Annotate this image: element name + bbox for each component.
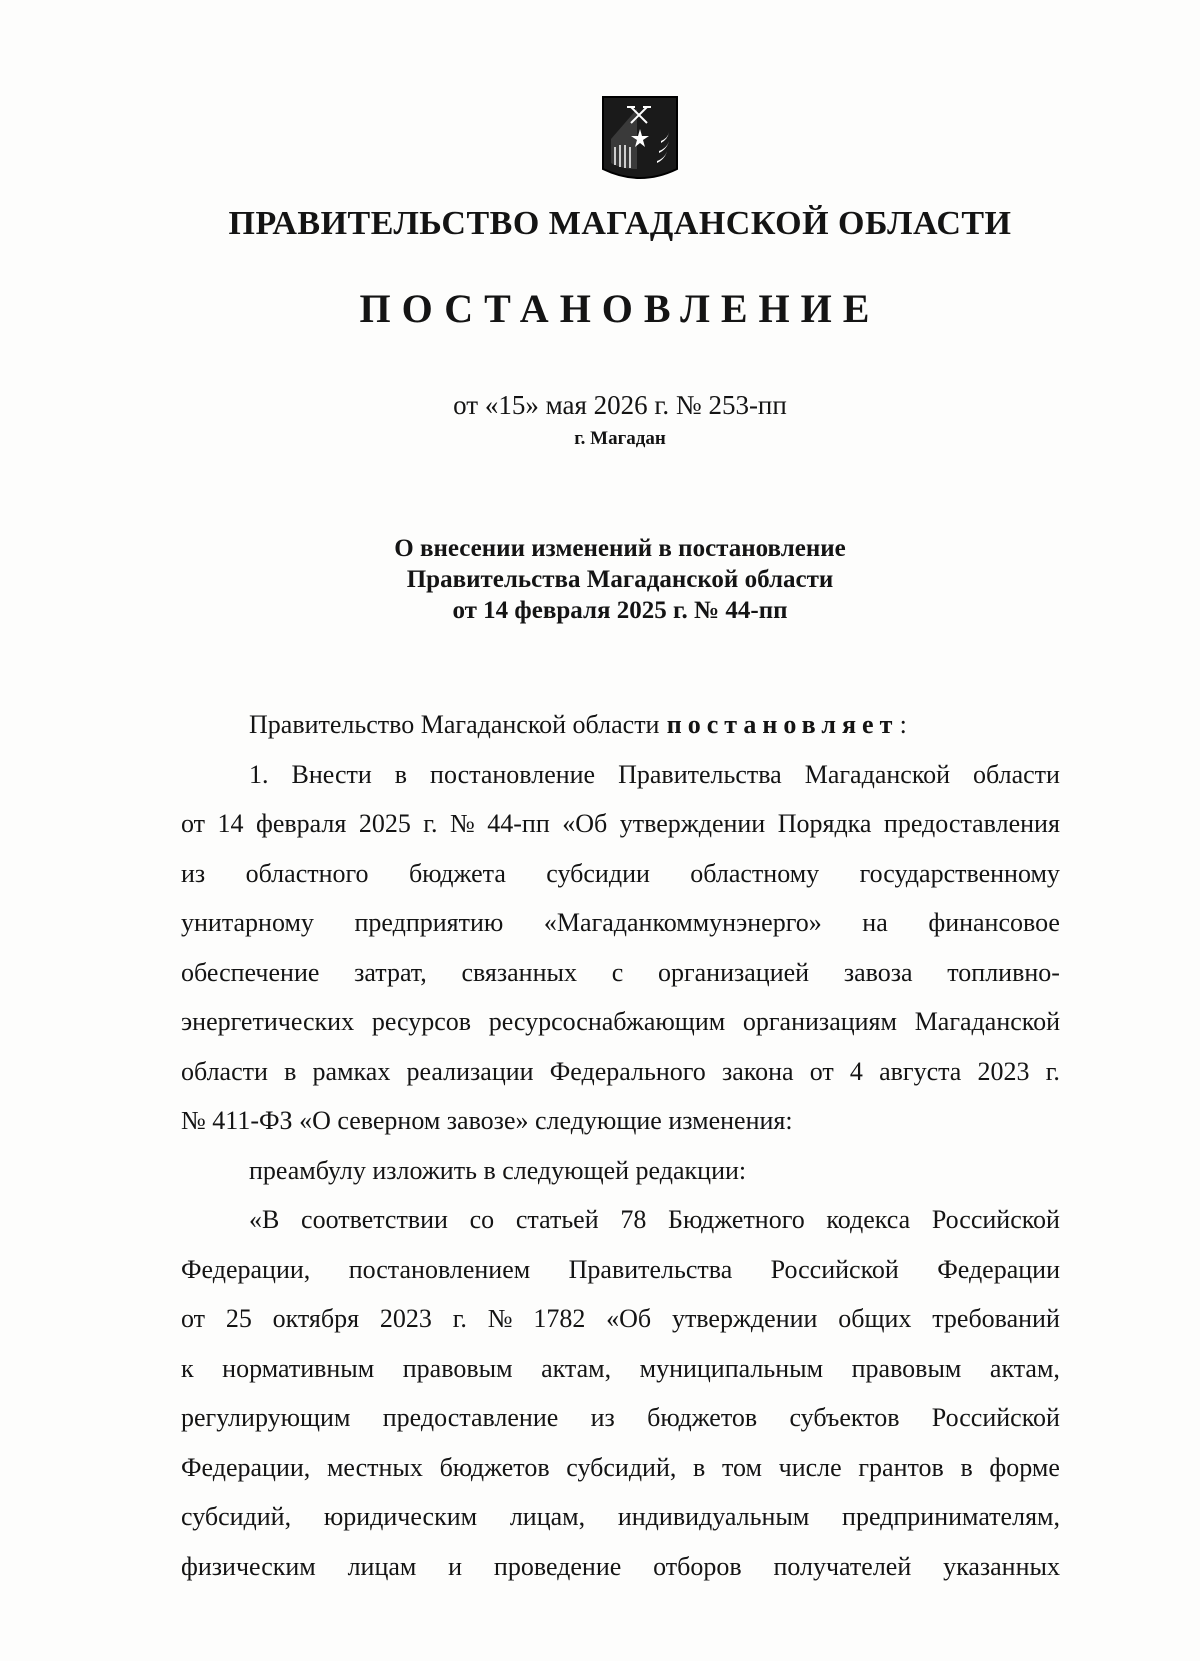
text-line [181, 750, 1060, 800]
word: в [394, 759, 408, 789]
word: кодекса [826, 1205, 911, 1234]
word: финансовое [928, 908, 1060, 937]
text-line [181, 1542, 1060, 1592]
word: предприятию [354, 908, 504, 937]
word: 1782 [533, 1304, 586, 1333]
word: актам, [541, 1353, 612, 1383]
word: предоставления [883, 809, 1060, 838]
word: и [448, 1551, 463, 1581]
word: проведение [493, 1551, 622, 1581]
word: завоза [843, 957, 913, 987]
word: «Об [562, 809, 608, 838]
word: Российской [931, 1403, 1060, 1432]
word: форме [989, 1452, 1060, 1482]
word: лицам, [509, 1502, 586, 1531]
word: от [181, 1304, 206, 1333]
word: 4 [849, 1056, 863, 1086]
word: 2025 [358, 809, 411, 838]
text-line [181, 1393, 1060, 1443]
text-line [181, 1195, 1060, 1245]
word: связанных [461, 957, 577, 987]
word: № [449, 809, 475, 838]
word: Федерального [549, 1056, 706, 1086]
word: государственному [859, 858, 1060, 888]
word: со [469, 1205, 495, 1234]
city-name: г. Магадан [574, 428, 666, 449]
word: 78 [620, 1205, 647, 1234]
subject-line: О внесении изменений в постановление [394, 535, 846, 562]
word: бюджета [408, 858, 506, 888]
word: правовым [402, 1353, 513, 1383]
word: области [181, 1056, 268, 1086]
word: «Об [606, 1304, 652, 1333]
word: соответствии [301, 1205, 448, 1234]
word: организацией [657, 957, 810, 987]
word: Внести [291, 759, 372, 789]
word: 2023 [379, 1304, 432, 1333]
text-line [181, 1245, 1060, 1295]
word: области [973, 759, 1060, 789]
resolve-word: постановляет [666, 710, 899, 739]
word: г. [452, 1304, 467, 1333]
word: нормативным [222, 1353, 375, 1383]
document-type-heading: ПОСТАНОВЛЕНИЕ [359, 286, 881, 331]
word: муниципальным [639, 1353, 824, 1383]
word: субъектов [789, 1403, 900, 1432]
text-line [181, 1096, 1060, 1146]
word: областному [690, 858, 820, 888]
word: «В [249, 1205, 280, 1234]
word: в [284, 1056, 297, 1086]
text-line [181, 1047, 1060, 1097]
word: требований [932, 1304, 1060, 1333]
word: местных [326, 1452, 423, 1482]
word: к [181, 1353, 194, 1383]
word: г. [1045, 1056, 1060, 1086]
word: Российской [770, 1254, 899, 1284]
word: регулирующим [181, 1403, 351, 1432]
word: в [693, 1452, 706, 1482]
word: статьей [515, 1205, 599, 1234]
word: юридическим [323, 1502, 478, 1531]
text-line [181, 1294, 1060, 1344]
word: областного [245, 858, 369, 888]
word: 1. [249, 759, 269, 789]
text-line [181, 799, 1060, 849]
word: постановлением [348, 1254, 531, 1284]
word: обеспечение [181, 957, 320, 987]
word: затрат, [354, 957, 427, 987]
text-line [181, 1443, 1060, 1493]
word: утверждении [619, 809, 766, 838]
word: из [181, 858, 206, 888]
word: субсидий, [566, 1452, 677, 1482]
word: с [611, 957, 624, 987]
word: постановление [430, 759, 596, 789]
word: общих [838, 1304, 912, 1333]
word: ресурсоснабжающим [488, 1007, 726, 1036]
word: Федерации, [181, 1452, 311, 1482]
coat-of-arms-emblem [601, 95, 679, 183]
word: г. [423, 809, 438, 838]
word: Правительства [618, 759, 782, 789]
word: рамках [312, 1056, 391, 1086]
word: индивидуальным [617, 1502, 810, 1531]
word: правовым [851, 1353, 962, 1383]
word: 44-пп [487, 809, 550, 838]
word: ресурсов [371, 1007, 472, 1036]
word: 25 [225, 1304, 252, 1333]
word: Федерации, [181, 1254, 311, 1284]
word: № [487, 1304, 513, 1333]
word: 14 [217, 809, 244, 838]
word: лицам [347, 1551, 417, 1581]
word: унитарному [181, 908, 314, 937]
word: Порядка [777, 809, 872, 838]
resolve-suffix: : [899, 710, 907, 739]
word: от [809, 1056, 834, 1086]
text-line [181, 1146, 1060, 1196]
word: энергетических [181, 1007, 355, 1036]
word: от [181, 809, 206, 838]
text-line [181, 1344, 1060, 1394]
text-line [181, 898, 1060, 948]
word: получателей [773, 1551, 912, 1581]
word: топливно- [947, 957, 1060, 987]
document-body [181, 700, 1060, 1591]
word: 2023 [977, 1056, 1030, 1086]
resolve-line [181, 700, 1060, 750]
word: бюджетов [439, 1452, 550, 1482]
date-and-number: от «15» мая 2026 г. № 253-пп [453, 390, 787, 420]
word: бюджетов [647, 1403, 758, 1432]
text-line [181, 1492, 1060, 1542]
word: преамбулу изложить в следующей редакции: [249, 1155, 747, 1185]
word: грантов [858, 1452, 944, 1482]
word: из [590, 1403, 615, 1432]
word: Федерации [937, 1254, 1060, 1284]
word: закона [721, 1056, 794, 1086]
word: «Магаданкоммунэнерго» [543, 908, 822, 937]
word: том [722, 1452, 762, 1482]
word: числе [778, 1452, 842, 1482]
word: указанных [943, 1551, 1060, 1581]
resolve-prefix: Правительство Магаданской области [249, 710, 660, 739]
word: отборов [653, 1551, 742, 1581]
word: субсидий, [181, 1502, 292, 1531]
word: № 411-ФЗ «О северном завозе» следующие изменения: [181, 1106, 793, 1135]
word: Магаданской [804, 759, 951, 789]
word: предоставление [382, 1403, 559, 1432]
word: субсидии [546, 858, 650, 888]
text-line [181, 948, 1060, 998]
word: Бюджетного [668, 1205, 805, 1234]
coat-of-arms-icon [601, 95, 679, 183]
word: Магаданской [914, 1007, 1060, 1036]
word: физическим [181, 1551, 316, 1581]
word: в [960, 1452, 973, 1482]
word: предпринимателям, [842, 1502, 1060, 1531]
word: утверждении [671, 1304, 818, 1333]
word: октября [272, 1304, 360, 1333]
body-lines [181, 750, 1060, 1592]
subject-line: Правительства Магаданской области [406, 566, 834, 593]
word: февраля [255, 809, 347, 838]
text-line [181, 849, 1060, 899]
document-subject [0, 533, 1200, 626]
word: актам, [989, 1353, 1060, 1383]
subject-line: от 14 февраля 2025 г. № 44-пп [452, 597, 788, 624]
word: на [862, 908, 888, 937]
text-line [181, 997, 1060, 1047]
word: организациям [742, 1007, 897, 1036]
word: августа [879, 1056, 962, 1086]
word: Правительства [568, 1254, 733, 1284]
organization-title: ПРАВИТЕЛЬСТВО МАГАДАНСКОЙ ОБЛАСТИ [228, 205, 1012, 242]
word: реализации [406, 1056, 534, 1086]
word: Российской [931, 1205, 1060, 1234]
